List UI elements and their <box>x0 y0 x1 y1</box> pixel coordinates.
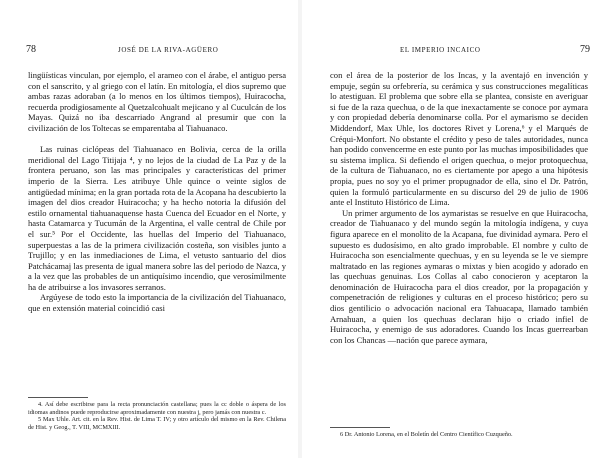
footnote-rule <box>330 427 390 428</box>
left-page <box>16 0 298 458</box>
footnote-rule <box>28 397 88 398</box>
left-body-text <box>28 70 286 314</box>
paragraph: Argúyese de todo esto la importancia de la civilización del Tiahuanaco, que en extensión material coincidió casi <box>28 292 286 314</box>
page-number: 79 <box>580 44 590 55</box>
right-page-header <box>318 44 600 58</box>
paragraph: con el área de la posterior de los Incas, y la aventajó en invención y empuje, según su orfebrería, su cerámica y sus construcciones megalíticas lo atestiguan. El problema que sobre ella se plantea, consiste en averiguar si fue de la raza quechua, o de la que inexactamente se conoce por aymara y con propiedad debería denominarse colla. Por el aymarismo se deciden Middendorf, Max Uhle, los doctores Rivet y Lorena,⁶ y el Marqués de Créqui-Monfort. No obstante el crédito y peso de tales autoridades, nunca han podido convencerme en este punto por las muchas imposibilidades que su sistema implica. Si defiendo el origen quechua, o mejor protoquechua, de la cultura de Tiahuanaco, no es ciertamente por apego a una hipótesis propia, pues no soy yo el primer propugnador de ella, sino el Dr. Patrón, quien la formuló particularmente en su discurso del 29 de julio de 1906 ante el Instituto Histórico de Lima. <box>330 70 588 208</box>
footnote: 4. Así debe escribirse para la recta pronunciación castellana; pues la cc doble o áspera de los idiomas andinos puede reproducirse aproximadamente con nuestra j, pero jamás con nuestra c. <box>28 401 286 416</box>
running-head: JOSÉ DE LA RIVA-AGÜERO <box>118 46 219 54</box>
footnote: 5 Max Uhle. Art. cit. en la Rev. Hist. de Lima T. IV; y otro artículo del mismo en la Rev. Chilena de Hist. y Geog., T. VIII, MCMXIII. <box>28 416 286 431</box>
left-page-header <box>16 44 298 58</box>
book-gutter <box>298 0 302 458</box>
right-page <box>318 0 600 458</box>
right-footnotes <box>330 431 588 439</box>
paragraph: Un primer argumento de los aymaristas se resuelve en que Huiracocha, creador de Tiahuanaco y del mundo según la mitología indígena, y cuya figura aparece en el monolito de la Acapana, fue divinidad aymara. Pero el supuesto es dudosísimo, en alto grado improbable. El nombre y culto de Huiracocha son esencialmente quechuas, y en su leyenda se le ve siempre maltratado en las regiones aymaras o mixtas y bien acogido y adorado en las quechuas genuinas. Los Collas al cabo conocieron y aceptaron la denominación de Huiracocha para el dios creador, por la propagación y compenetración de religiones y culturas en el proceso histórico; pero su dios gentilicio o advocación nacional era Tahuacapa, llamado también Arnahuan, a quien los quechuas declaran hijo o criado infiel de Huiracocha, y enemigo de sus adoradores. Cuando los Incas guerrearban con los Chancas —nación que parece aymara, <box>330 207 588 345</box>
right-body-text <box>330 70 588 345</box>
page-number: 78 <box>26 44 36 55</box>
paragraph: Las ruinas ciclópeas del Tiahuanaco en Bolivia, cerca de la orilla meridional del Lago Titijaja ⁴, y no lejos de la ciudad de La Paz y de la frontera peruano, son las mas principales y características del primer imperio de la Sierra. Les atribuye Uhle quince o veinte siglos de antigüedad mínima; en la gran portada rota de la Acopana ha descubierto la imagen del dios creador Huiracocha; y ha hecho notoria la difusión del estilo ornamental tiahuanaquense hasta Cuenca del Ecuador en el Norte, y hasta Catamarca y Tucumán de la Argentina, el valle central de Chile por el sur.⁵ Por el Occidente, las huellas del Imperio del Tiahuanaco, superpuestas a las de la primera civilización costeña, son visibles junto a Trujillo; y en las inmediaciones de Lima, el vetusto santuario del dios Patchácamaj las presenta de igual manera sobre las del periodo de Nazca, y a la vez que las probables de un antiquísimo incendio, que verosímilmente ha de atribuirse a los invasores serranos. <box>28 144 286 292</box>
running-head: EL IMPERIO INCAICO <box>400 46 481 54</box>
left-footnotes <box>28 401 286 431</box>
paragraph: lingüísticas vinculan, por ejemplo, el arameo con el árabe, el antiguo persa con el sanscrito, y al griego con el latín. En mitología, el dios supremo que ambas razas adoraban (a lo menos en los últimos tiempos), Huiracocha, recuerda prodigiosamente al Quetzalcohualt mejicano y al Cuculcán de los Mayas. Quizá no iba descarriado Angrand al presumir que con la civilización de los Toltecas se emparentaba al Tiahuanaco. <box>28 70 286 133</box>
footnote: 6 Dr. Antonio Lorena, en el Boletín del Centro Científico Cuzqueño. <box>340 431 513 438</box>
